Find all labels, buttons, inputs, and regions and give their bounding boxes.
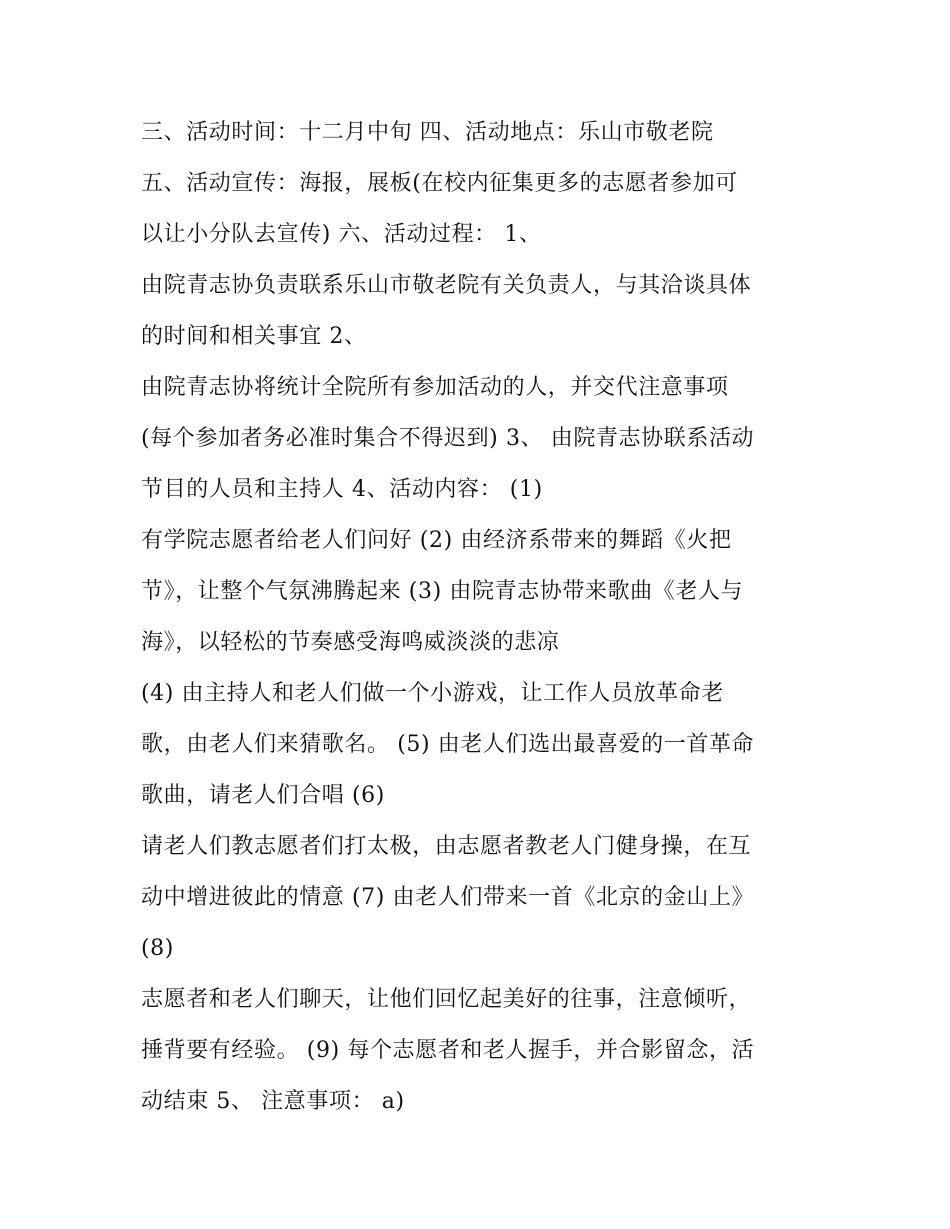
document-body (141, 107, 841, 1127)
text-line: (4) 由主持人和老人们做一个小游戏，让工作人员放革命老 (141, 681, 724, 706)
text-line: 动结束 5、 注意事项： a) (141, 1089, 405, 1114)
text-line: (每个参加者务必准时集合不得迟到) 3、 由院青志协联系活动 (141, 426, 755, 451)
text-line: 五、活动宣传：海报，展板(在校内征集更多的志愿者参加可 (141, 171, 738, 196)
text-line: 歌，由老人们来猜歌名。 (5) 由老人们选出最喜爱的一首革命 (141, 732, 755, 757)
text-line: 海》，以轻松的节奏感受海鸣威淡淡的悲凉 (141, 630, 560, 655)
text-line: 的时间和相关事宜 2、 (141, 324, 367, 349)
text-line: 捶背要有经验。 (9) 每个志愿者和老人握手，并合影留念，活 (141, 1038, 755, 1063)
text-line: 动中增进彼此的情意 (7) 由老人们带来一首《北京的金山上》 (141, 885, 755, 910)
text-line: 有学院志愿者给老人们问好 (2) 由经济系带来的舞蹈《火把 (141, 528, 732, 553)
text-line: 歌曲，请老人们合唱 (6) (141, 783, 385, 808)
text-line: 以让小分队去宣传) 六、活动过程： 1、 (141, 222, 542, 247)
text-line: 节》，让整个气氛沸腾起来 (3) 由院青志协带来歌曲《老人与 (141, 579, 744, 604)
text-line: 三、活动时间：十二月中旬 四、活动地点：乐山市敬老院 (141, 120, 714, 145)
text-line: 志愿者和老人们聊天，让他们回忆起美好的往事，注意倾听， (141, 987, 752, 1012)
text-line: 请老人们教志愿者们打太极，由志愿者教老人门健身操，在互 (141, 834, 752, 859)
text-line: 由院青志协将统计全院所有参加活动的人，并交代注意事项 (141, 375, 729, 400)
text-line: (8) (141, 936, 174, 961)
text-line: 节目的人员和主持人 4、活动内容： (1) (141, 477, 543, 502)
text-line: 由院青志协负责联系乐山市敬老院有关负责人，与其洽谈具体 (141, 273, 752, 298)
